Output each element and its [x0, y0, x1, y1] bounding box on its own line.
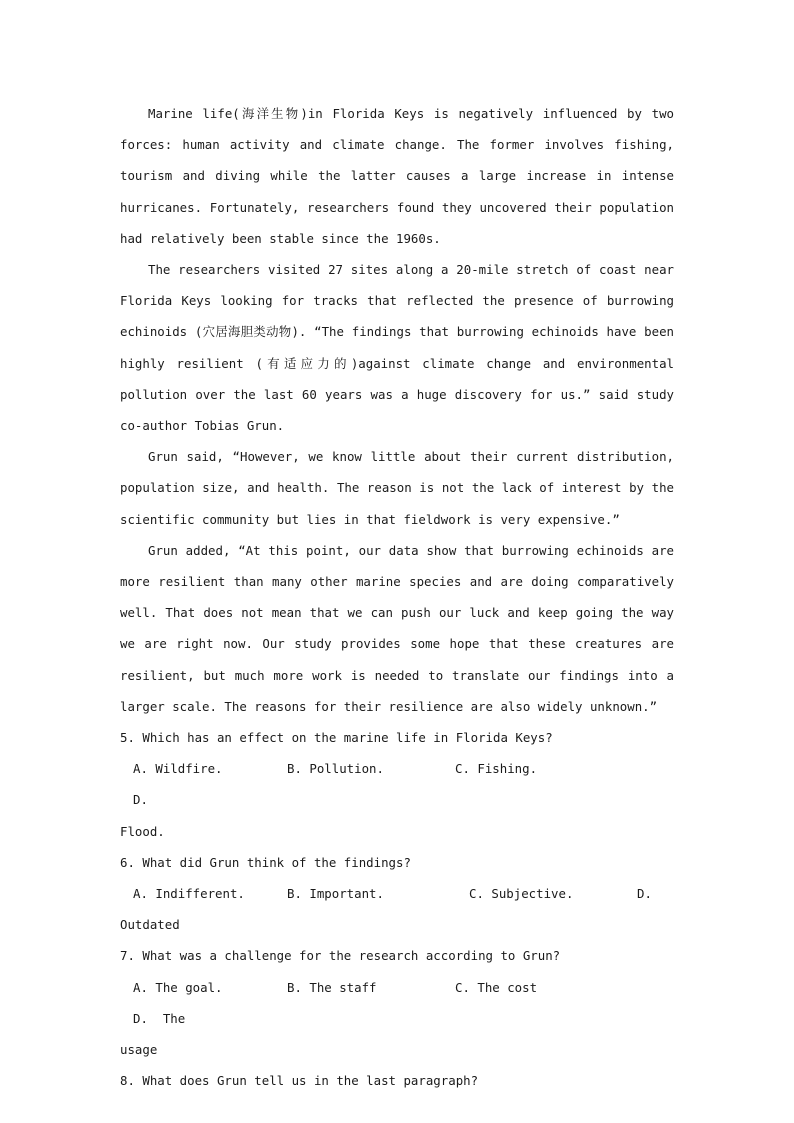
question-6-options [120, 878, 674, 909]
question-7-option-a: A. The goal. [133, 979, 223, 995]
question-6-stem: 6. What did Grun think of the findings? [120, 854, 411, 870]
question-7-option-d: D. The [133, 1010, 186, 1026]
question-6-option-c: C. Subjective. [469, 886, 574, 902]
passage-paragraph-3: Grun said, “However, we know little about their current distribution, population size, and health. The reason is not the lack of interest by the scientific community but lies in that fieldwork is very expensive.” [120, 449, 674, 527]
question-6-option-d: D. [637, 886, 652, 902]
question-6-option-a: A. Indifferent. [133, 886, 245, 902]
passage-paragraph-4: Grun added, “At this point, our data show that burrowing echinoids are more resilient than many other marine species and are doing comparatively well. That does not mean that we can push our luck and keep going the way we are right now. Our study provides some hope that these creatures are resilient, but much more work is needed to translate our findings into a larger scale. The reasons for their resilience are also widely unknown.” [120, 542, 674, 714]
question-5-option-a: A. Wildfire. [133, 761, 223, 777]
question-7-options [120, 972, 674, 1034]
question-5-option-d: D. [133, 792, 148, 808]
question-5-option-d-text: Flood. [120, 823, 165, 839]
question-5-option-b: B. Pollution. [287, 761, 384, 777]
question-7-stem: 7. What was a challenge for the research according to Grun? [120, 948, 561, 964]
passage-paragraph-1: Marine life(海洋生物)in Florida Keys is negatively influenced by two forces: human activity and climate change. The former involves fishing, tourism and diving while the latter causes a large increase in intense hurricanes. Fortunately, researchers found they uncovered their population had relatively been stable since the 1960s. [120, 106, 674, 246]
question-7-option-d-text: usage [120, 1042, 158, 1058]
passage-paragraph-2: The researchers visited 27 sites along a 20-mile stretch of coast near Florida Keys looking for tracks that reflected the presence of burrowing echinoids (穴居海胆类动物). “The findings that burrowing echinoids have been highly resilient (有适应力的)against climate change and environmental pollution over the last 60 years was a huge discovery for us.” said study co-author Tobias Grun. [120, 262, 674, 434]
question-6-option-b: B. Important. [287, 886, 384, 902]
question-8-stem: 8. What does Grun tell us in the last paragraph? [120, 1073, 479, 1089]
document-body [120, 98, 674, 1097]
question-7-option-c: C. The cost [455, 979, 538, 995]
question-6-option-d-text: Outdated [120, 917, 180, 933]
question-5-stem: 5. Which has an effect on the marine life in Florida Keys? [120, 730, 553, 746]
question-7-option-b: B. The staff [287, 979, 377, 995]
question-5-option-c: C. Fishing. [455, 761, 538, 777]
question-5-options [120, 753, 674, 815]
